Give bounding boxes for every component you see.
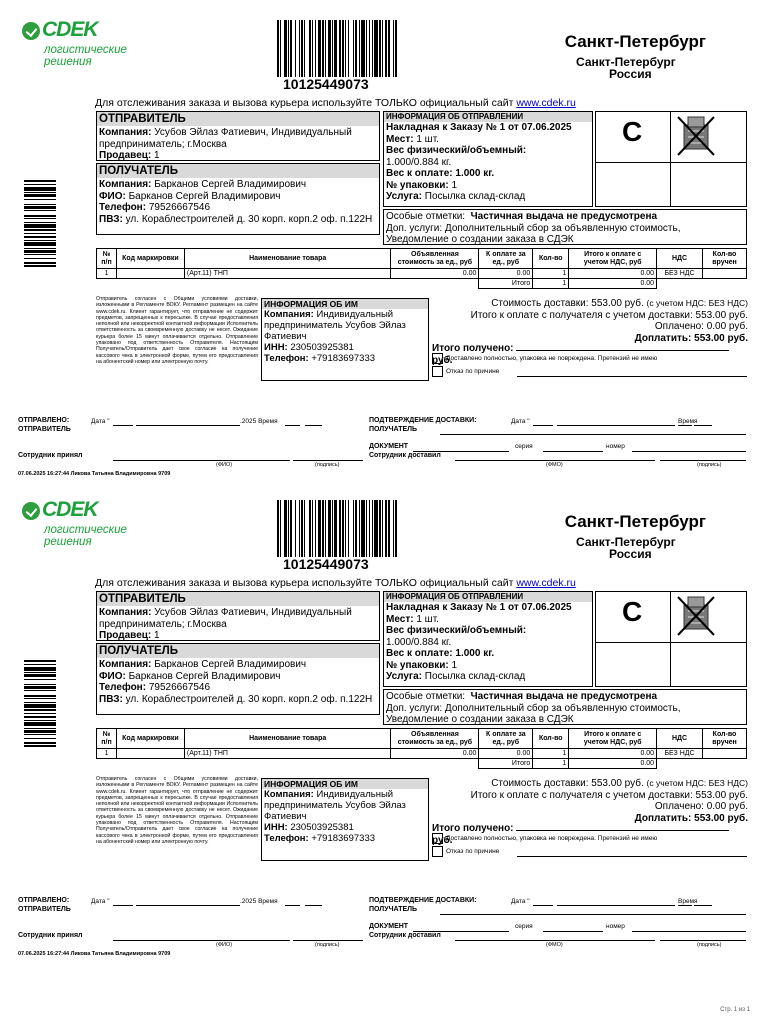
footer-recipient-label: ПОЛУЧАТЕЛЬ xyxy=(369,906,418,913)
service-value: Посылка склад-склад xyxy=(422,191,526,202)
total-label: Итого xyxy=(479,279,533,289)
notes-box xyxy=(383,209,747,245)
sender-header: ОТПРАВИТЕЛЬ xyxy=(97,112,379,126)
places-label: Мест: xyxy=(386,613,414,625)
delivered-sign-line[interactable] xyxy=(660,460,746,461)
cell-vat: БЕЗ НДС xyxy=(657,269,703,279)
special-value: Частичная выдача не предусмотрена xyxy=(470,691,658,702)
table-header-row xyxy=(97,249,747,269)
sender-body xyxy=(97,606,379,643)
fmo-hint: (ФМО) xyxy=(546,462,563,468)
recipient-fio: Барканов Сергей Владимирович xyxy=(125,190,281,202)
service-label: Услуга: xyxy=(386,671,422,682)
cell-name: (Арт.11) ТНП xyxy=(184,269,391,279)
check-delivered-row xyxy=(432,833,657,844)
im-phone: +79183697333 xyxy=(308,833,376,844)
weight-label: Вес физический/объемный: xyxy=(386,625,527,636)
delivery-cost-text: Стоимость доставки: 553.00 руб. xyxy=(491,298,644,309)
col-total: Итого к оплате с учетом НДС, руб xyxy=(569,729,657,749)
special-label: Особые отметки: xyxy=(386,691,466,702)
col-declared: Объявленная стоимость за ед., руб xyxy=(391,729,479,749)
mode-divider-h xyxy=(596,642,746,643)
table-header-row xyxy=(97,729,747,749)
legal-text: Отправитель согласен с Общими условиями доставки, изложенными в Регламенте ВОКУ. Регламент размещен на сайте www.cdek.ru. Клиент гарантирует, что отправление не содержит предметов, запрещенных к пересылке. В случае предоставления неполной или некорректной контактной информации Исполнитель ответственность за своевременную доставку не несет. Ожидание курьера более 15 минут оплачивается отдельно. Отправление упаковано под ответственность Отправителя. Настоящим Получатель/Отправитель дает свое согласие на получение кассового чека в электронной форме, путем его предоставления на абонентский номер или электронную почту. xyxy=(96,776,258,845)
date2-day-line[interactable] xyxy=(533,425,553,426)
recipient-header: ПОЛУЧАТЕЛЬ xyxy=(97,644,379,658)
delivered-fio-line[interactable] xyxy=(455,940,655,941)
special-label: Особые отметки: xyxy=(386,211,466,222)
im-body xyxy=(262,309,428,364)
employee-delivered: Сотрудник доставил xyxy=(369,932,441,939)
barcode-number: 10125449073 xyxy=(283,76,369,92)
service-value: Посылка склад-склад xyxy=(422,671,526,682)
pack-label: № упаковки: xyxy=(386,179,449,191)
total-qty: 1 xyxy=(533,279,569,289)
recipient-company: Барканов Сергей Владимирович xyxy=(151,659,307,670)
tracking-note xyxy=(95,97,576,109)
shipment-body xyxy=(384,602,592,683)
sender-company-label: Компания: xyxy=(99,127,152,138)
time-min-line[interactable] xyxy=(305,905,322,906)
to-pay: Доплатить: 553.00 руб. xyxy=(634,812,748,824)
im-phone-label: Телефон: xyxy=(264,353,309,364)
time-hour-line[interactable] xyxy=(285,425,300,426)
delivered-checkbox[interactable] xyxy=(432,833,443,844)
sender-body xyxy=(97,126,379,163)
im-inn: 230503925381 xyxy=(287,342,354,353)
shipment-header: ИНФОРМАЦИЯ ОБ ОТПРАВЛЕНИИ xyxy=(384,592,592,602)
col-qty: Кол-во xyxy=(533,249,569,269)
time-hour-line[interactable] xyxy=(285,905,300,906)
places-label: Мест: xyxy=(386,133,414,145)
sent-label: ОТПРАВЛЕНО: xyxy=(18,417,70,424)
vertical-barcode xyxy=(24,660,56,770)
delivered-sign-line[interactable] xyxy=(660,940,746,941)
mode-divider-2 xyxy=(670,162,671,207)
col-pay-unit: К оплате за ед., руб xyxy=(479,249,533,269)
recipient-body xyxy=(97,658,379,706)
notes-box xyxy=(383,689,747,725)
payment-block xyxy=(432,778,748,824)
payment-block xyxy=(432,298,748,344)
received-label: Итого получено: xyxy=(432,823,514,834)
recipient-sign-line[interactable] xyxy=(440,434,746,435)
date2-day-line[interactable] xyxy=(533,905,553,906)
sign-hint-2: (подпись) xyxy=(697,462,722,468)
cell-num: 1 xyxy=(97,749,117,759)
col-declared: Объявленная стоимость за ед., руб xyxy=(391,249,479,269)
waybill-copy xyxy=(0,0,768,480)
series-label: серия xyxy=(515,443,533,450)
cell-code xyxy=(116,749,184,759)
check-delivered-row xyxy=(432,353,657,364)
sender-header: ОТПРАВИТЕЛЬ xyxy=(97,592,379,606)
tracking-note xyxy=(95,577,576,589)
employee-sign-line[interactable] xyxy=(293,460,363,461)
cell-num: 1 xyxy=(97,269,117,279)
mode-box xyxy=(595,111,747,207)
im-box xyxy=(261,778,429,861)
delivery-cost-text: Стоимость доставки: 553.00 руб. xyxy=(491,778,644,789)
delivery-vat: (с учетом НДС: БЕЗ НДС) xyxy=(646,298,748,308)
logo-line-1: логистические xyxy=(44,524,127,536)
check-refused-row xyxy=(432,846,499,857)
recipient-company-label: Компания: xyxy=(99,179,152,190)
mode-letter: С xyxy=(622,596,643,627)
im-company-label: Компания: xyxy=(264,309,314,320)
cell-qty: 1 xyxy=(533,269,569,279)
recipient-phone-label: Телефон: xyxy=(99,202,147,213)
col-num: № п/п xyxy=(97,249,117,269)
pack-value: 1 xyxy=(448,179,458,191)
employee-delivered: Сотрудник доставил xyxy=(369,452,441,459)
im-company-label: Компания: xyxy=(264,789,314,800)
date2-label: Дата " xyxy=(511,418,530,425)
sender-company-label: Компания: xyxy=(99,607,152,618)
paid: Оплачено: 0.00 руб. xyxy=(654,321,748,332)
special-value: Частичная выдача не предусмотрена xyxy=(470,211,658,222)
cell-pay-unit: 0.00 xyxy=(479,749,533,759)
sender-seller-label: Продавец: xyxy=(99,630,152,641)
mode-letter: С xyxy=(622,116,643,147)
country: Россия xyxy=(609,547,652,561)
series-line[interactable] xyxy=(543,931,603,932)
to-pay: Доплатить: 553.00 руб. xyxy=(634,332,748,344)
recipient-pvz: ул. Кораблестроителей д. 30 корп. корп.2 оф. п.122Н xyxy=(122,693,373,705)
extra-services: Доп. услуги: Дополнительный сбор за объявленную стоимость, Уведомление о создании заказа в СДЭК xyxy=(386,702,681,725)
delivered-label: Доставлено полностью, упаковка не повреждена. Претензий не имею xyxy=(446,835,658,843)
rub-label: руб. xyxy=(432,354,453,366)
col-vat: НДС xyxy=(657,729,703,749)
city-sub: Санкт-Петербург xyxy=(576,55,676,69)
shipment-invoice: Накладная к Заказу № 1 от 07.06.2025 xyxy=(386,602,572,613)
date-day-line[interactable] xyxy=(113,905,133,906)
col-total: Итого к оплате с учетом НДС, руб xyxy=(569,249,657,269)
recipient-fio-label: ФИО: xyxy=(99,670,126,682)
barcode xyxy=(277,20,439,77)
im-inn-label: ИНН: xyxy=(264,342,288,353)
time2-label: Время xyxy=(678,898,698,905)
cell-delivered xyxy=(702,269,746,279)
total-from-recipient: Итого к оплате с получателя с учетом доставки: 553.00 руб. xyxy=(470,309,748,321)
cell-name: (Арт.11) ТНП xyxy=(184,749,391,759)
print-stamp: 07.06.2025 16:27:44 Ликова Татьяна Владимировна 9709 xyxy=(18,471,171,477)
cell-total: 0.00 xyxy=(569,749,657,759)
page-number: Стр. 1 из 1 xyxy=(720,1007,750,1013)
legal-text: Отправитель согласен с Общими условиями доставки, изложенными в Регламенте ВОКУ. Регламент размещен на сайте www.cdek.ru. Клиент гарантирует, что отправление не содержит предметов, запрещенных к пересылке. В случае предоставления неполной или некорректной контактной информации Исполнитель ответственность за своевременную доставку не несет. Ожидание курьера более 15 минут оплачивается отдельно. Отправление упаковано под ответственность Отправителя. Настоящим Получатель/Отправитель дает свое согласие на получение кассового чека в электронной форме, путем его предоставления на абонентский номер или электронную почту. xyxy=(96,296,258,365)
mode-divider-h xyxy=(596,162,746,163)
delivery-cost xyxy=(432,778,748,790)
confirm-label: ПОДТВЕРЖДЕНИЕ ДОСТАВКИ: xyxy=(369,897,477,904)
cell-declared: 0.00 xyxy=(391,269,479,279)
date-label: Дата " xyxy=(91,418,110,425)
recipient-pvz-label: ПВЗ: xyxy=(99,693,123,705)
im-header: ИНФОРМАЦИЯ ОБ ИМ xyxy=(262,779,428,789)
year-time: .2025 Время xyxy=(240,898,278,905)
date2-month-line[interactable] xyxy=(557,425,675,426)
refused-checkbox[interactable] xyxy=(432,846,443,857)
received-field[interactable] xyxy=(516,342,729,351)
cell-delivered xyxy=(702,749,746,759)
logo-name: СDEK xyxy=(42,18,98,41)
items-table xyxy=(96,728,747,769)
date2-month-line[interactable] xyxy=(557,905,675,906)
sender-seller: 1 xyxy=(151,150,160,161)
number-line[interactable] xyxy=(632,931,746,932)
time2-hour-line[interactable] xyxy=(678,905,692,906)
im-inn-label: ИНН: xyxy=(264,822,288,833)
barcode-number: 10125449073 xyxy=(283,556,369,572)
no-stacking-icon xyxy=(676,115,716,157)
delivery-vat: (с учетом НДС: БЕЗ НДС) xyxy=(646,778,748,788)
time2-min-line[interactable] xyxy=(694,425,712,426)
cell-vat: БЕЗ НДС xyxy=(657,749,703,759)
places-value: 1 шт. xyxy=(413,613,439,625)
fio-hint: (ФИО) xyxy=(216,462,233,468)
col-name: Наименование товара xyxy=(184,249,391,269)
date-day-line[interactable] xyxy=(113,425,133,426)
im-body xyxy=(262,789,428,844)
col-pay-unit: К оплате за ед., руб xyxy=(479,729,533,749)
employee-sign-line[interactable] xyxy=(293,940,363,941)
refusal-reason-line[interactable] xyxy=(517,376,747,377)
service-label: Услуга: xyxy=(386,191,422,202)
city-title: Санкт-Петербург xyxy=(564,32,706,51)
table-total-row xyxy=(97,759,747,769)
cell-code xyxy=(116,269,184,279)
recipient-sign-line[interactable] xyxy=(440,914,746,915)
cell-declared: 0.00 xyxy=(391,749,479,759)
delivered-label: Доставлено полностью, упаковка не повреждена. Претензий не имею xyxy=(446,355,658,363)
col-num: № п/п xyxy=(97,729,117,749)
recipient-phone: 79526667546 xyxy=(146,202,211,213)
year-time: .2025 Время xyxy=(240,418,278,425)
cell-qty: 1 xyxy=(533,749,569,759)
sender-box xyxy=(96,591,380,641)
recipient-body xyxy=(97,178,379,226)
vertical-barcode xyxy=(24,180,56,290)
total-label: Итого xyxy=(479,759,533,769)
logo-line-2: решения xyxy=(44,56,92,68)
time2-min-line[interactable] xyxy=(694,905,712,906)
total-sum: 0.00 xyxy=(569,759,657,769)
confirm-label: ПОДТВЕРЖДЕНИЕ ДОСТАВКИ: xyxy=(369,417,477,424)
im-box xyxy=(261,298,429,381)
special-notes xyxy=(386,211,744,223)
sender-company: Усубов Эйлаз Фатиевич, Индивидуальный предприниматель; г.Москва xyxy=(99,607,352,630)
pack-value: 1 xyxy=(448,659,458,671)
cell-total: 0.00 xyxy=(569,269,657,279)
received-field[interactable] xyxy=(516,822,729,831)
im-inn: 230503925381 xyxy=(287,822,354,833)
im-header: ИНФОРМАЦИЯ ОБ ИМ xyxy=(262,299,428,309)
im-company: Индивидуальный предприниматель Усубов Эйлаз Фатиевич xyxy=(264,309,406,342)
col-delivered: Кол-во вручен xyxy=(702,249,746,269)
paid: Оплачено: 0.00 руб. xyxy=(654,801,748,812)
delivery-cost xyxy=(432,298,748,310)
rub-label: руб. xyxy=(432,834,453,846)
waybill-copy xyxy=(0,480,768,960)
sign-hint: (подпись) xyxy=(315,942,340,948)
city-title: Санкт-Петербург xyxy=(564,512,706,531)
im-company: Индивидуальный предприниматель Усубов Эйлаз Фатиевич xyxy=(264,789,406,822)
shipment-box xyxy=(383,111,593,207)
footer-recipient-label: ПОЛУЧАТЕЛЬ xyxy=(369,426,418,433)
weight-value: 1.000/0.884 кг. xyxy=(386,636,452,648)
recipient-company-label: Компания: xyxy=(99,659,152,670)
recipient-company: Барканов Сергей Владимирович xyxy=(151,179,307,190)
refusal-reason-line[interactable] xyxy=(517,856,747,857)
recipient-box xyxy=(96,163,380,235)
total-sum: 0.00 xyxy=(569,279,657,289)
no-stacking-icon xyxy=(676,595,716,637)
places-value: 1 шт. xyxy=(413,133,439,145)
sender-seller: 1 xyxy=(151,630,160,641)
shipment-header: ИНФОРМАЦИЯ ОБ ОТПРАВЛЕНИИ xyxy=(384,112,592,122)
items-table xyxy=(96,248,747,289)
col-code: Код маркировки xyxy=(116,249,184,269)
cdek-logo-icon xyxy=(22,502,40,520)
pack-label: № упаковки: xyxy=(386,659,449,671)
col-name: Наименование товара xyxy=(184,729,391,749)
mode-box xyxy=(595,591,747,687)
col-qty: Кол-во xyxy=(533,729,569,749)
recipient-pvz: ул. Кораблестроителей д. 30 корп. корп.2 оф. п.122Н xyxy=(122,213,373,225)
mode-divider-2 xyxy=(670,642,671,687)
tracking-note-text: Для отслеживания заказа и вызова курьера используйте ТОЛЬКО официальный сайт xyxy=(95,577,517,589)
employee-fio-line[interactable] xyxy=(113,940,290,941)
shipment-invoice: Накладная к Заказу № 1 от 07.06.2025 xyxy=(386,122,572,133)
recipient-fio: Барканов Сергей Владимирович xyxy=(125,670,281,682)
total-qty: 1 xyxy=(533,759,569,769)
cdek-site-link[interactable]: www.cdek.ru xyxy=(516,577,576,589)
check-refused-row xyxy=(432,366,499,377)
table-total-row xyxy=(97,279,747,289)
time-min-line[interactable] xyxy=(305,425,322,426)
fmo-hint: (ФМО) xyxy=(546,942,563,948)
print-stamp: 07.06.2025 16:27:44 Ликова Татьяна Владимировна 9709 xyxy=(18,951,171,957)
received-label: Итого получено: xyxy=(432,343,514,354)
date-month-line[interactable] xyxy=(136,905,240,906)
recipient-phone: 79526667546 xyxy=(146,682,211,693)
date-label: Дата " xyxy=(91,898,110,905)
number-label: номер xyxy=(606,443,625,450)
date2-label: Дата " xyxy=(511,898,530,905)
col-code: Код маркировки xyxy=(116,729,184,749)
recipient-fio-label: ФИО: xyxy=(99,190,126,202)
extra-services: Доп. услуги: Дополнительный сбор за объявленную стоимость, Уведомление о создании заказа в СДЭК xyxy=(386,222,681,245)
time2-hour-line[interactable] xyxy=(678,425,692,426)
country: Россия xyxy=(609,67,652,81)
employee-received: Сотрудник принял xyxy=(18,932,83,939)
barcode xyxy=(277,500,439,557)
delivered-fio-line[interactable] xyxy=(455,460,655,461)
cdek-logo-icon xyxy=(22,22,40,40)
refused-label: Отказ по причине xyxy=(446,368,500,376)
weight-label: Вес физический/объемный: xyxy=(386,145,527,156)
pay-weight: Вес к оплате: 1.000 кг. xyxy=(386,648,495,659)
series-line[interactable] xyxy=(543,451,603,452)
logo-name: СDEK xyxy=(42,498,98,521)
table-row xyxy=(97,749,747,759)
series-label: серия xyxy=(515,923,533,930)
number-line[interactable] xyxy=(632,451,746,452)
cdek-site-link[interactable]: www.cdek.ru xyxy=(516,97,576,109)
logo-line-2: решения xyxy=(44,536,92,548)
footer-sender-label: ОТПРАВИТЕЛЬ xyxy=(18,426,71,433)
employee-fio-line[interactable] xyxy=(113,460,290,461)
special-notes xyxy=(386,691,744,703)
footer-sender-label: ОТПРАВИТЕЛЬ xyxy=(18,906,71,913)
delivered-checkbox[interactable] xyxy=(432,353,443,364)
recipient-box xyxy=(96,643,380,715)
shipment-box xyxy=(383,591,593,687)
employee-received: Сотрудник принял xyxy=(18,452,83,459)
time2-label: Время xyxy=(678,418,698,425)
tracking-note-text: Для отслеживания заказа и вызова курьера используйте ТОЛЬКО официальный сайт xyxy=(95,97,517,109)
number-label: номер xyxy=(606,923,625,930)
date-month-line[interactable] xyxy=(136,425,240,426)
sign-hint-2: (подпись) xyxy=(697,942,722,948)
sign-hint: (подпись) xyxy=(315,462,340,468)
document-label: ДОКУМЕНТ xyxy=(369,923,409,930)
refused-checkbox[interactable] xyxy=(432,366,443,377)
im-phone-label: Телефон: xyxy=(264,833,309,844)
im-phone: +79183697333 xyxy=(308,353,376,364)
logo-line-1: логистические xyxy=(44,44,127,56)
shipment-body xyxy=(384,122,592,203)
sent-label: ОТПРАВЛЕНО: xyxy=(18,897,70,904)
recipient-header: ПОЛУЧАТЕЛЬ xyxy=(97,164,379,178)
recipient-phone-label: Телефон: xyxy=(99,682,147,693)
sender-seller-label: Продавец: xyxy=(99,150,152,161)
sender-box xyxy=(96,111,380,161)
cell-pay-unit: 0.00 xyxy=(479,269,533,279)
mode-divider xyxy=(670,592,671,642)
col-vat: НДС xyxy=(657,249,703,269)
col-delivered: Кол-во вручен xyxy=(702,729,746,749)
pay-weight: Вес к оплате: 1.000 кг. xyxy=(386,168,495,179)
recipient-pvz-label: ПВЗ: xyxy=(99,213,123,225)
refused-label: Отказ по причине xyxy=(446,848,500,856)
table-row xyxy=(97,269,747,279)
mode-divider xyxy=(670,112,671,162)
city-sub: Санкт-Петербург xyxy=(576,535,676,549)
sender-company: Усубов Эйлаз Фатиевич, Индивидуальный предприниматель; г.Москва xyxy=(99,127,352,150)
document-label: ДОКУМЕНТ xyxy=(369,443,409,450)
total-from-recipient: Итого к оплате с получателя с учетом доставки: 553.00 руб. xyxy=(470,789,748,801)
fio-hint: (ФИО) xyxy=(216,942,233,948)
weight-value: 1.000/0.884 кг. xyxy=(386,156,452,168)
